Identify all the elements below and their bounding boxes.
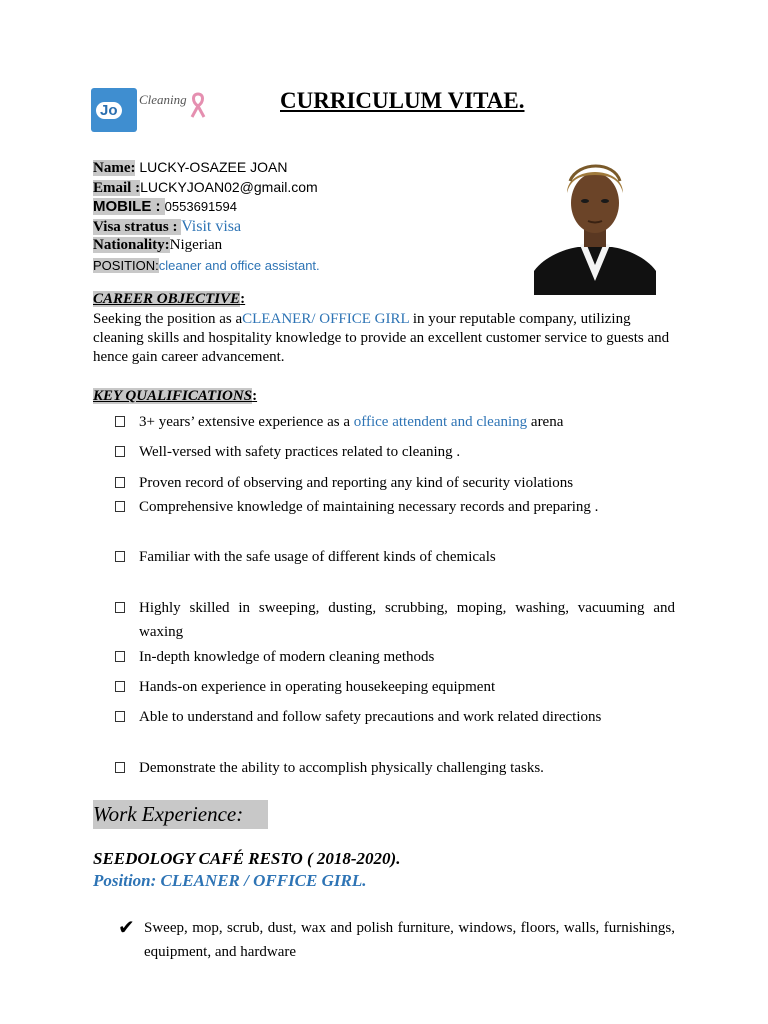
qualification-item: Highly skilled in sweeping, dusting, scrubbing, moping, washing, vacuuming and waxing [115, 596, 675, 644]
name-value: LUCKY-OSAZEE JOAN [135, 159, 288, 175]
bullet-icon [115, 602, 125, 613]
qualification-item: In-depth knowledge of modern cleaning methods [115, 645, 675, 669]
bullet-icon [115, 681, 125, 692]
career-objective-colon: : [240, 291, 246, 307]
name-row [93, 158, 287, 178]
email-label: Email : [93, 180, 141, 196]
document-title: CURRICULUM VITAE. [280, 88, 525, 113]
qualification-item: Familiar with the safe usage of different kinds of chemicals [115, 545, 675, 569]
logo-text: Jo [96, 102, 122, 119]
bullet-icon [115, 446, 125, 457]
profile-photo [534, 153, 656, 295]
qualification-item: Well-versed with safety practices related to cleaning . [115, 440, 675, 464]
logo-script: Cleaning [139, 92, 187, 107]
work-experience-heading: Work Experience: [93, 800, 268, 829]
logo-badge [91, 88, 137, 132]
duty-text: Sweep, mop, scrub, dust, wax and polish furniture, windows, floors, walls, furnishings, equipment, and hardware [144, 920, 675, 960]
mobile-value: 0553691594 [164, 199, 237, 214]
mobile-row [93, 197, 237, 217]
email-row [93, 178, 318, 198]
nationality-row [93, 236, 222, 255]
position-row [93, 256, 320, 276]
mobile-label: MOBILE : [93, 198, 165, 215]
bullet-icon [115, 501, 125, 512]
company-logo [91, 88, 209, 132]
key-qualifications-colon: : [252, 388, 258, 404]
ribbon-icon [189, 92, 207, 118]
qualification-item: Comprehensive knowledge of maintaining necessary records and preparing . [115, 495, 675, 519]
bullet-icon [115, 651, 125, 662]
objective-post: in your reputable company, utilizing cleaning skills and hospitality knowledge to provide an excellent customer service to guests and hence gain career advancement. [93, 311, 670, 365]
key-qualifications-heading [93, 388, 257, 405]
bullet-icon [115, 711, 125, 722]
job-position: Position: CLEANER / OFFICE GIRL. [93, 871, 367, 890]
qualification-item: 3+ years’ extensive experience as a office attendent and cleaning arena [115, 410, 675, 434]
career-objective-text [93, 310, 675, 367]
qualification-item: Proven record of observing and reporting any kind of security violations [115, 471, 675, 495]
bullet-icon [115, 551, 125, 562]
visa-label: Visa stratus : [93, 219, 182, 235]
bullet-icon [115, 477, 125, 488]
position-label: POSITION: [93, 258, 159, 273]
bullet-icon [115, 416, 125, 427]
visa-row [93, 217, 241, 237]
nationality-value: Nigerian [169, 237, 223, 253]
checkmark-icon: ✔ [118, 917, 135, 939]
duty-item [118, 916, 675, 964]
objective-pre: Seeking the position as a [93, 311, 243, 327]
career-objective-heading [93, 291, 245, 308]
bullet-icon [115, 762, 125, 773]
email-value: LUCKYJOAN02@gmail.com [140, 179, 318, 195]
position-value: cleaner and office assistant. [158, 258, 320, 273]
visa-value: Visit visa [181, 218, 242, 235]
qualification-item: Demonstrate the ability to accomplish physically challenging tasks. [115, 756, 675, 780]
qualification-item: Able to understand and follow safety precautions and work related directions [115, 705, 675, 729]
key-qualifications-title: KEY QUALIFICATIONS [93, 388, 253, 404]
objective-position: CLEANER/ OFFICE GIRL [242, 311, 410, 327]
name-label: Name: [93, 160, 136, 176]
company-name: SEEDOLOGY CAFÉ RESTO ( 2018-2020). [93, 849, 401, 868]
career-objective-title: CAREER OBJECTIVE [93, 291, 241, 307]
nationality-label: Nationality: [93, 237, 170, 253]
qualification-item: Hands-on experience in operating housekeeping equipment [115, 675, 675, 699]
